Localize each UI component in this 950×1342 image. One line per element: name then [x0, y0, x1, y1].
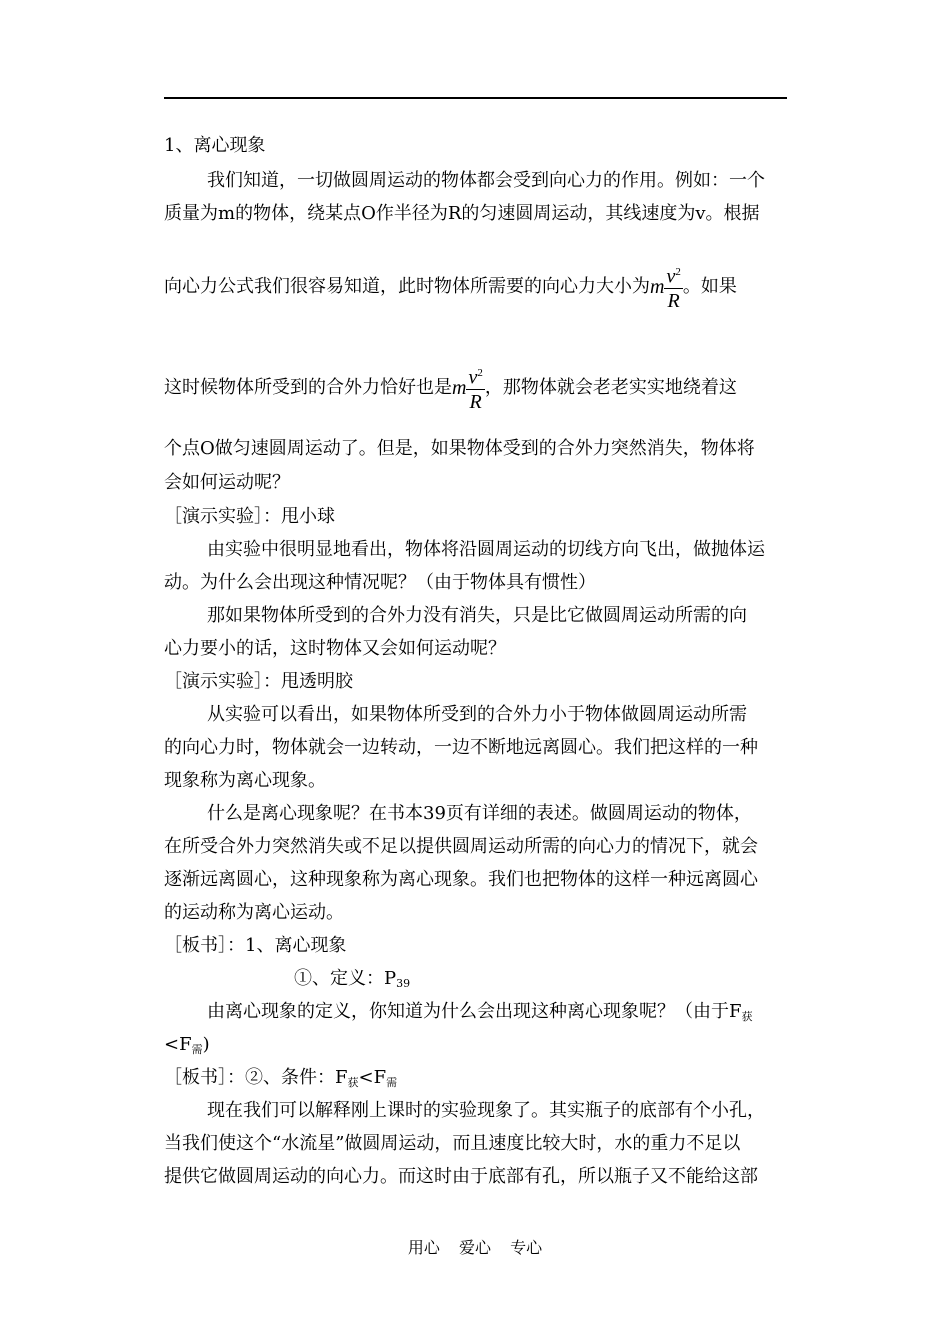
page-subscript: 39: [396, 977, 411, 990]
formula-v: v: [666, 265, 676, 288]
text: ①、定义：P: [294, 968, 397, 989]
text: ，那物体就会老老实实地绕着这: [484, 377, 737, 398]
paragraph-line: [207, 1001, 753, 1028]
paragraph-line: 从实验可以看出，如果物体所受到的合外力小于物体做圆周运动所需: [207, 704, 747, 725]
text: 向心力公式我们很容易知道，此时物体所需要的向心力大小为: [164, 276, 650, 297]
paragraph-line: 逐渐远离圆心，这种现象称为离心现象。我们也把物体的这样一种远离圆心: [164, 869, 758, 890]
text: <F: [164, 1034, 192, 1055]
paragraph-line: 的向心力时，物体就会一边转动，一边不断地远离圆心。我们把这样的一种: [164, 737, 758, 758]
paragraph-line: 当我们使这个“水流星”做圆周运动，而且速度比较大时，水的重力不足以: [164, 1133, 741, 1154]
paragraph-line: 会如何运动呢？: [164, 472, 290, 493]
board-note: ［演示实验］：甩透明胶: [164, 671, 353, 692]
paragraph-line: 我们知道，一切做圆周运动的物体都会受到向心力的作用。例如：一个: [207, 170, 765, 191]
formula-m: m: [650, 276, 665, 298]
formula-exponent: 2: [675, 266, 681, 279]
paragraph-line-formula: [164, 258, 737, 316]
subscript: 获: [347, 1076, 359, 1089]
paragraph-line: 心力要小的话，这时物体又会如何运动呢？: [164, 638, 506, 659]
formula-exponent: 2: [477, 367, 483, 380]
board-note: ［板书］：1、离心现象: [164, 935, 347, 956]
formula-fraction: [466, 362, 484, 414]
text: 由离心现象的定义，你知道为什么会出现这种离心现象呢？（由于F: [207, 1001, 742, 1022]
paragraph-line: 那如果物体所受到的合外力没有消失，只是比它做圆周运动所需的向: [207, 605, 747, 626]
paragraph-line: 什么是离心现象呢？在书本39页有详细的表述。做圆周运动的物体，: [207, 803, 752, 824]
paragraph-line: 个点O做匀速圆周运动了。但是，如果物体受到的合外力突然消失，物体将: [164, 438, 755, 459]
page-footer: 用心 爱心 专心: [407, 1238, 543, 1257]
section-heading: 1、离心现象: [164, 135, 266, 156]
formula-fraction: [664, 261, 682, 313]
paragraph-line: 质量为m的物体，绕某点O作半径为R的匀速圆周运动，其线速度为v。根据: [164, 203, 760, 224]
subscript: 获: [741, 1010, 753, 1023]
board-note: ［演示实验］：甩小球: [164, 506, 335, 527]
subscript: 需: [191, 1043, 203, 1056]
board-condition: [164, 1067, 397, 1094]
paragraph-line: 现在我们可以解释刚上课时的实验现象了。其实瓶子的底部有个小孔，: [207, 1100, 765, 1121]
text: ［板书］：②、条件：F: [164, 1067, 348, 1088]
paragraph-line: 动。为什么会出现这种情况呢？（由于物体具有惯性）: [164, 572, 596, 593]
formula-R: R: [667, 289, 680, 312]
text: <F: [358, 1067, 387, 1088]
board-definition: [294, 968, 410, 995]
text: ): [202, 1034, 210, 1055]
formula-v: v: [468, 366, 478, 389]
formula-R: R: [469, 390, 482, 413]
paragraph-line-formula: [164, 359, 737, 417]
subscript: 需: [386, 1076, 398, 1089]
paragraph-line: 由实验中很明显地看出，物体将沿圆周运动的切线方向飞出，做抛体运: [207, 539, 765, 560]
text: 这时候物体所受到的合外力恰好也是: [164, 377, 452, 398]
header-rule: [164, 97, 787, 99]
paragraph-line: 的运动称为离心运动。: [164, 902, 344, 923]
text: 。如果: [682, 276, 737, 297]
paragraph-line: 提供它做圆周运动的向心力。而这时由于底部有孔，所以瓶子又不能给这部: [164, 1166, 758, 1187]
formula-m: m: [452, 377, 467, 399]
paragraph-line: 在所受合外力突然消失或不足以提供圆周运动所需的向心力的情况下，就会: [164, 836, 758, 857]
paragraph-line: 现象称为离心现象。: [164, 770, 326, 791]
paragraph-line: [164, 1034, 210, 1061]
